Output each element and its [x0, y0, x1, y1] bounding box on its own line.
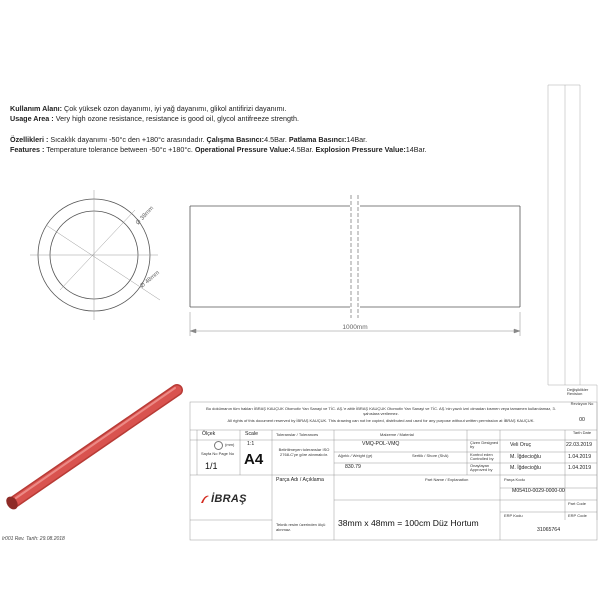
usage-en-label: Usage Area :: [10, 114, 54, 123]
features-tr-wp-label: Çalışma Basıncı:: [206, 135, 265, 144]
erp-label-en: ERP Code: [568, 513, 587, 518]
revision-no: 00: [579, 417, 585, 423]
erp-code: 31065764: [537, 527, 561, 533]
usage-en-text: Very high ozone resistance, resistance is good oil, glycol antifreeze strength.: [55, 114, 299, 123]
part-name-label-en: Part Name / Explanation: [425, 477, 469, 482]
approved-by: M. İğdecioğlu: [510, 465, 541, 471]
features-en-label: Features :: [10, 145, 45, 154]
revision-date-label: Tarih Date: [572, 430, 592, 435]
usage-tr-label: Kullanım Alanı:: [10, 104, 63, 113]
part-code-label: Part Code: [568, 501, 587, 506]
projection-symbol-icon: [214, 441, 223, 450]
features-en-wp-label: Operational Pressure Value:: [194, 145, 291, 154]
hardness-label: Sertlik / Shore (ShA): [412, 453, 449, 458]
approved-label: Onaylayan Approved by: [470, 463, 493, 473]
outer-diameter-label: Ø 48mm: [139, 270, 161, 290]
usage-tr-text: Çok yüksek ozon dayanımı, iyi yağ dayanımı, glikol antifirizi dayanımı.: [64, 104, 287, 113]
tech-note: Teknik resim üzerinden ölçü alınmaz.: [276, 522, 326, 533]
controlled-by: M. İğdecioğlu: [510, 454, 541, 460]
designed-by: Veli Oruç: [510, 442, 532, 448]
ibras-logo-text: İBRAŞ: [211, 493, 247, 505]
part-no-label: Parça Kodu: [504, 477, 525, 482]
ibras-logo-icon: [200, 494, 210, 504]
material-label: Malzeme / Material: [380, 432, 414, 437]
revision-header: Değişiklikler Revision: [567, 387, 589, 396]
tolerance-text: Belirtilmeyen toleranslar ISO 2768-C'ye göre alınmalıdır.: [278, 447, 330, 457]
controlled-date: 1.04.2019: [568, 454, 592, 460]
length-dimension-label: 1000mm: [342, 324, 368, 331]
features-tr-bp-value: 14Bar.: [346, 135, 368, 144]
features-tr-wp-value: 4.5Bar.: [264, 135, 287, 144]
footer-revision: Ir001 Rev. Tarih: 29.08.2018: [2, 536, 65, 542]
part-code: M05410-0029-0000-00: [512, 488, 565, 494]
designed-label: Çizen Designed by: [470, 440, 499, 450]
hose-3d-icon: [4, 388, 177, 512]
weight-label: Ağırlık / Weight (gr): [338, 453, 373, 458]
copyright-tr: Bu dokümanın tüm hakları İBRAŞ KAUÇUK Otomotiv Yan Sanayi ve TİC. AŞ.'e aittir İBRAŞ KAUÇUK Otomotiv Yan Sanayi ve TİC. AŞ.'nin yazılı izni olmadan kısmen veya tamamen kullanılamaz, 3. şahıslara verilemez.: [206, 406, 556, 416]
unit-label: (mm): [225, 442, 235, 447]
scale-en-label: Scale: [245, 431, 258, 437]
scale-value: 1:1: [247, 441, 255, 447]
features-en-bp-value: 14Bar.: [405, 145, 427, 154]
sheet-value: 1/1: [205, 461, 218, 471]
material-value: VMQ-POL-VMQ: [362, 441, 400, 447]
features-en-wp-value: 4.5Bar.: [290, 145, 314, 154]
sheet-label: Sayfa No Page No: [201, 451, 235, 456]
cross-section-view: [30, 190, 160, 320]
part-name: 38mm x 48mm = 100cm Düz Hortum: [338, 518, 479, 528]
designed-date: 22.03.2019: [566, 442, 592, 448]
features-tr-label: Özellikleri :: [10, 135, 49, 144]
side-view: [190, 195, 520, 318]
copyright-en: All rights of this document reserved by İBRAŞ KAUÇUK. This drawing can not be copied, distributed and used for any purpose without written permission at İBRAŞ KAUÇUK.: [227, 418, 535, 423]
features-tr-text: Sıcaklık dayanımı -50°c den +180°c arasındadır.: [50, 135, 205, 144]
controlled-label: Kontrol eden Controlled by: [470, 452, 494, 462]
part-name-label-tr: Parça Adı / Açıklama: [276, 477, 324, 483]
features-en-bp-label: Explosion Pressure Value:: [315, 145, 406, 154]
approved-date: 1.04.2019: [568, 465, 592, 471]
scale-tr-label: Ölçek: [202, 431, 216, 437]
inner-diameter-label: Ø 38mm: [135, 205, 156, 227]
revision-no-label: Revizyon No: [570, 401, 594, 406]
inner-dim-leader: [60, 210, 135, 290]
paper-size: A4: [244, 451, 264, 468]
weight-value: 830.79: [345, 464, 361, 470]
tolerance-label: Toleranslar / Tolerances: [276, 432, 319, 437]
erp-label-tr: ERP Kodu: [504, 513, 523, 518]
features-en-text: Temperature tolerance between -50°c +180°c.: [46, 145, 193, 154]
features-tr-bp-label: Patlama Basıncı:: [288, 135, 347, 144]
